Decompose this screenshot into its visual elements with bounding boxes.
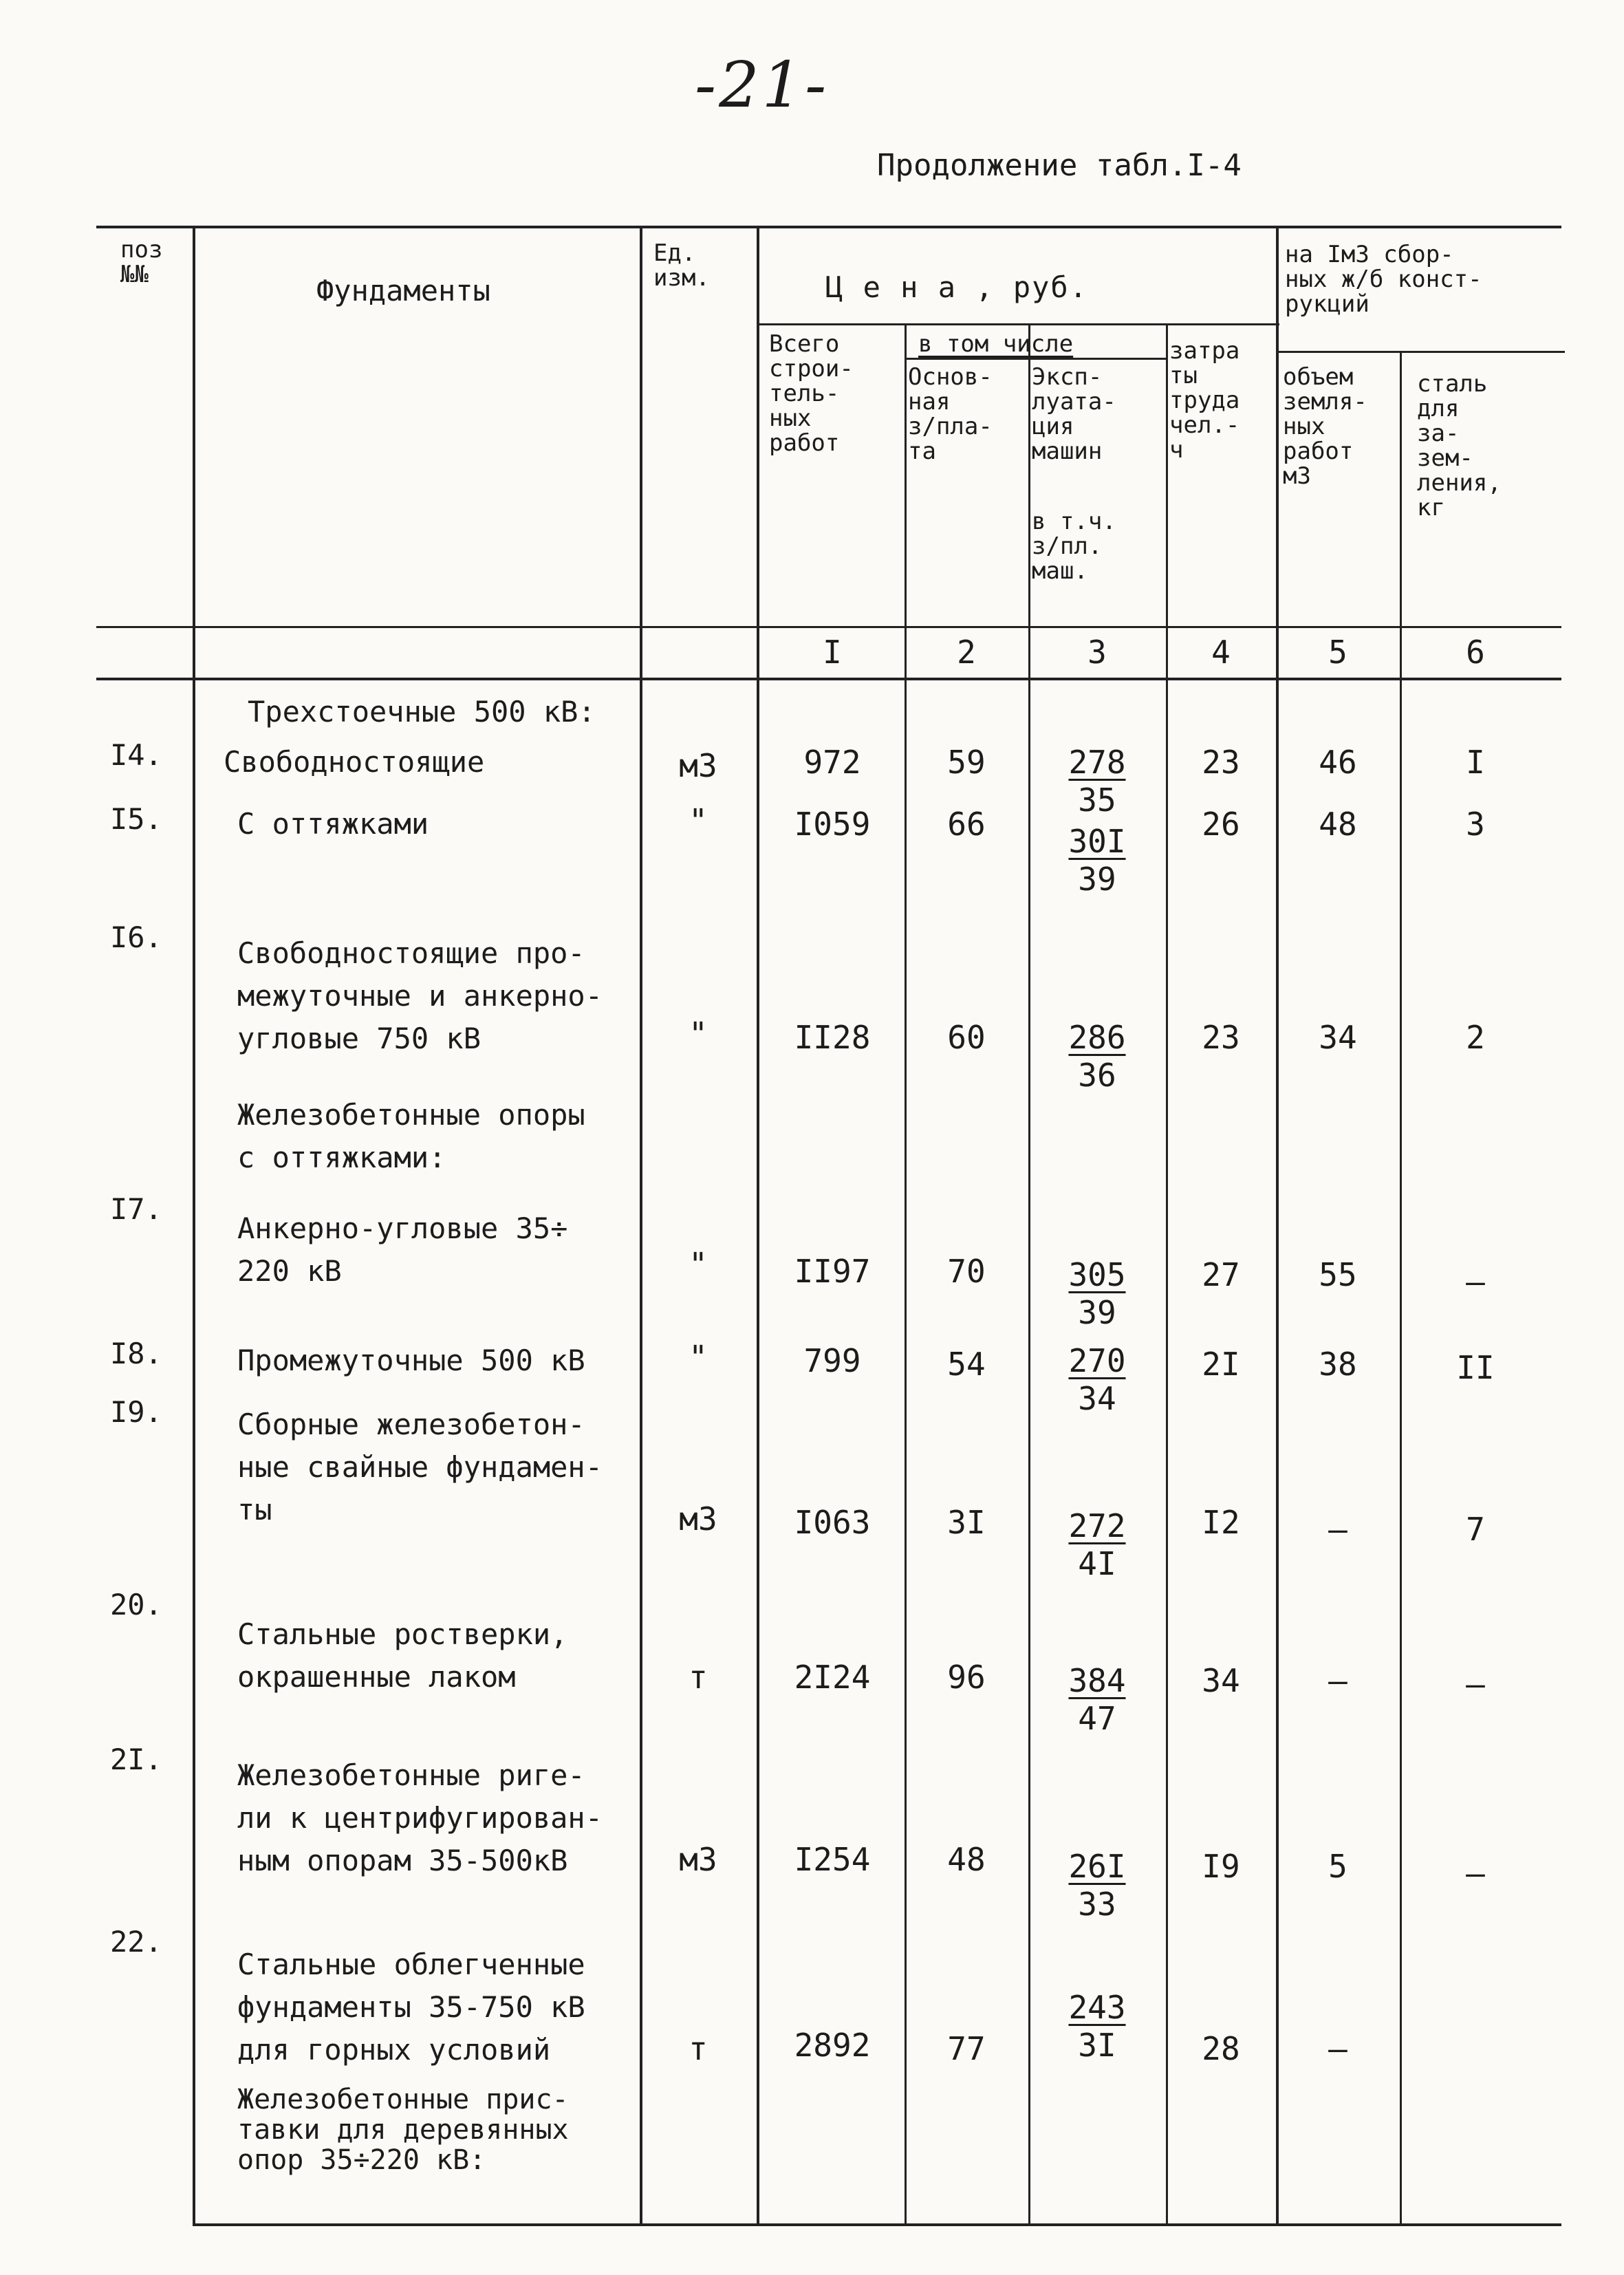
row-earth: – (1328, 1662, 1347, 1699)
row-earth: 5 (1328, 1848, 1347, 1885)
row-unit: м3 (679, 1500, 717, 1538)
row-labor: 27 (1202, 1256, 1240, 1293)
row-mach: 278 (1068, 744, 1126, 781)
row-mach: 243 (1068, 1989, 1126, 2026)
row-base: 59 (947, 744, 986, 781)
row-total: 2I24 (794, 1659, 871, 1696)
row-steel: I (1466, 744, 1485, 781)
row-no: 2I. (110, 1743, 162, 1776)
row-name: Железобетонные прис- тавки для деревянных опор 35÷220 кВ: (237, 2084, 569, 2176)
row-name: Свободностоящие про- межуточные и анкерно- угловые 750 кВ (237, 936, 603, 1055)
row-unit: " (689, 802, 708, 839)
page-number: -21- (695, 48, 830, 122)
row-earth: 46 (1319, 744, 1357, 781)
row-mach: 305 (1068, 1256, 1126, 1293)
row-mach-sal: 36 (1078, 1057, 1116, 1094)
row-no: I8. (110, 1337, 162, 1370)
row-no: I7. (110, 1192, 162, 1226)
row-mach-sal: 34 (1078, 1380, 1116, 1417)
row-unit: м3 (679, 747, 717, 784)
header-foundations: Фундаменты (316, 274, 490, 308)
col-num-2: 2 (957, 634, 976, 671)
row-name: Свободностоящие (224, 745, 485, 779)
row-mach: 286 (1068, 1019, 1126, 1056)
header-price: Ц е н а , руб. (825, 270, 1089, 304)
row-unit: м3 (679, 1841, 717, 1878)
row-base: 60 (947, 1019, 986, 1056)
header-per-m3: на Iм3 сбор- ных ж/б конст- рукций (1285, 241, 1482, 318)
row-mach: 270 (1068, 1342, 1126, 1379)
row-mach: 26I (1068, 1848, 1126, 1885)
row-mach-sal: 3I (1078, 2027, 1116, 2064)
row-base: 77 (947, 2030, 986, 2067)
row-no: I6. (110, 920, 162, 954)
row-earth: 48 (1319, 806, 1357, 843)
row-name: Трехстоечные 500 кВ: (248, 695, 596, 729)
row-base: 66 (947, 806, 986, 843)
col-num-6: 6 (1466, 634, 1485, 671)
row-labor: 23 (1202, 1019, 1240, 1056)
row-earth: 38 (1319, 1346, 1357, 1383)
header-labor: затра ты труда чел.- ч (1169, 337, 1240, 464)
row-total: I063 (794, 1504, 871, 1541)
row-no: 22. (110, 1925, 162, 1959)
row-unit: " (689, 1246, 708, 1283)
header-incl-salary: в т.ч. з/пл. маш. (1032, 508, 1116, 585)
row-steel: 2 (1466, 1019, 1485, 1056)
row-no: I9. (110, 1395, 162, 1429)
row-name: Стальные облегченные фундаменты 35-750 кВ для горных условий (237, 1948, 585, 2067)
row-total: I059 (794, 806, 871, 843)
row-earth: 34 (1319, 1019, 1357, 1056)
row-labor: I2 (1202, 1504, 1240, 1541)
row-labor: 28 (1202, 2030, 1240, 2067)
row-no: 20. (110, 1588, 162, 1621)
header-pos-no: поз №№ (120, 236, 163, 288)
row-total: 2892 (794, 2027, 871, 2064)
row-steel: – (1466, 1665, 1485, 1703)
row-no: I4. (110, 738, 162, 772)
row-unit: " (689, 1015, 708, 1053)
table-continuation-label: Продолжение табл.I-4 (877, 148, 1242, 183)
row-base: 54 (947, 1346, 986, 1383)
row-mach-sal: 35 (1078, 781, 1116, 819)
row-unit: т (689, 1659, 708, 1696)
row-base: 3I (947, 1504, 986, 1541)
header-base-salary: Основ- ная з/пла- та (908, 363, 993, 465)
row-steel: – (1466, 1263, 1485, 1300)
row-mach-sal: 39 (1078, 861, 1116, 898)
row-name: С оттяжками (237, 807, 429, 841)
row-labor: 34 (1202, 1662, 1240, 1699)
row-earth: 55 (1319, 1256, 1357, 1293)
row-mach-sal: 47 (1078, 1700, 1116, 1737)
header-unit: Ед. изм. (653, 239, 710, 292)
row-unit: " (689, 1339, 708, 1376)
row-mach: 30I (1068, 823, 1126, 860)
header-total-works: Всего строи- тель- ных работ (769, 330, 854, 457)
row-mach: 272 (1068, 1507, 1126, 1544)
row-steel: II (1456, 1349, 1495, 1386)
row-name: Стальные ростверки, окрашенные лаком (237, 1617, 568, 1694)
row-total: II97 (794, 1253, 871, 1290)
col-num-1: I (823, 634, 842, 671)
row-name: Сборные железобетон- ные свайные фундамен- ты (237, 1408, 603, 1527)
row-name: Промежуточные 500 кВ (237, 1344, 585, 1377)
col-num-3: 3 (1087, 634, 1107, 671)
col-num-5: 5 (1328, 634, 1347, 671)
row-unit: т (689, 2030, 708, 2067)
header-machine-ops: Эксп- луата- ция машин (1032, 363, 1116, 465)
row-mach-sal: 39 (1078, 1294, 1116, 1331)
row-name: Анкерно-угловые 35÷ 220 кВ (237, 1211, 568, 1288)
row-base: 48 (947, 1841, 986, 1878)
row-mach-sal: 4I (1078, 1545, 1116, 1582)
row-steel: 7 (1466, 1511, 1485, 1548)
row-earth: – (1328, 2030, 1347, 2067)
row-steel: – (1466, 1855, 1485, 1892)
row-labor: 23 (1202, 744, 1240, 781)
col-num-4: 4 (1211, 634, 1231, 671)
row-total: I254 (794, 1841, 871, 1878)
row-mach-sal: 33 (1078, 1886, 1116, 1923)
row-name: Железобетонные риге- ли к центрифугирован- ным опорам 35-500кВ (237, 1758, 603, 1877)
row-steel: 3 (1466, 806, 1485, 843)
row-base: 96 (947, 1659, 986, 1696)
row-labor: I9 (1202, 1848, 1240, 1885)
row-earth: — (1328, 1511, 1347, 1548)
row-total: 799 (803, 1342, 861, 1379)
row-total: 972 (803, 744, 861, 781)
header-grounding-steel: сталь для за- зем- ления, кг (1417, 370, 1502, 521)
row-no: I5. (110, 802, 162, 836)
header-earthwork-volume: объем земля- ных работ м3 (1283, 363, 1367, 490)
header-including: в том числе (918, 330, 1074, 358)
row-total: II28 (794, 1019, 871, 1056)
row-labor: 26 (1202, 806, 1240, 843)
row-base: 70 (947, 1253, 986, 1290)
row-name: Железобетонные опоры с оттяжками: (237, 1098, 585, 1174)
row-mach: 384 (1068, 1662, 1126, 1699)
row-labor: 2I (1202, 1346, 1240, 1383)
